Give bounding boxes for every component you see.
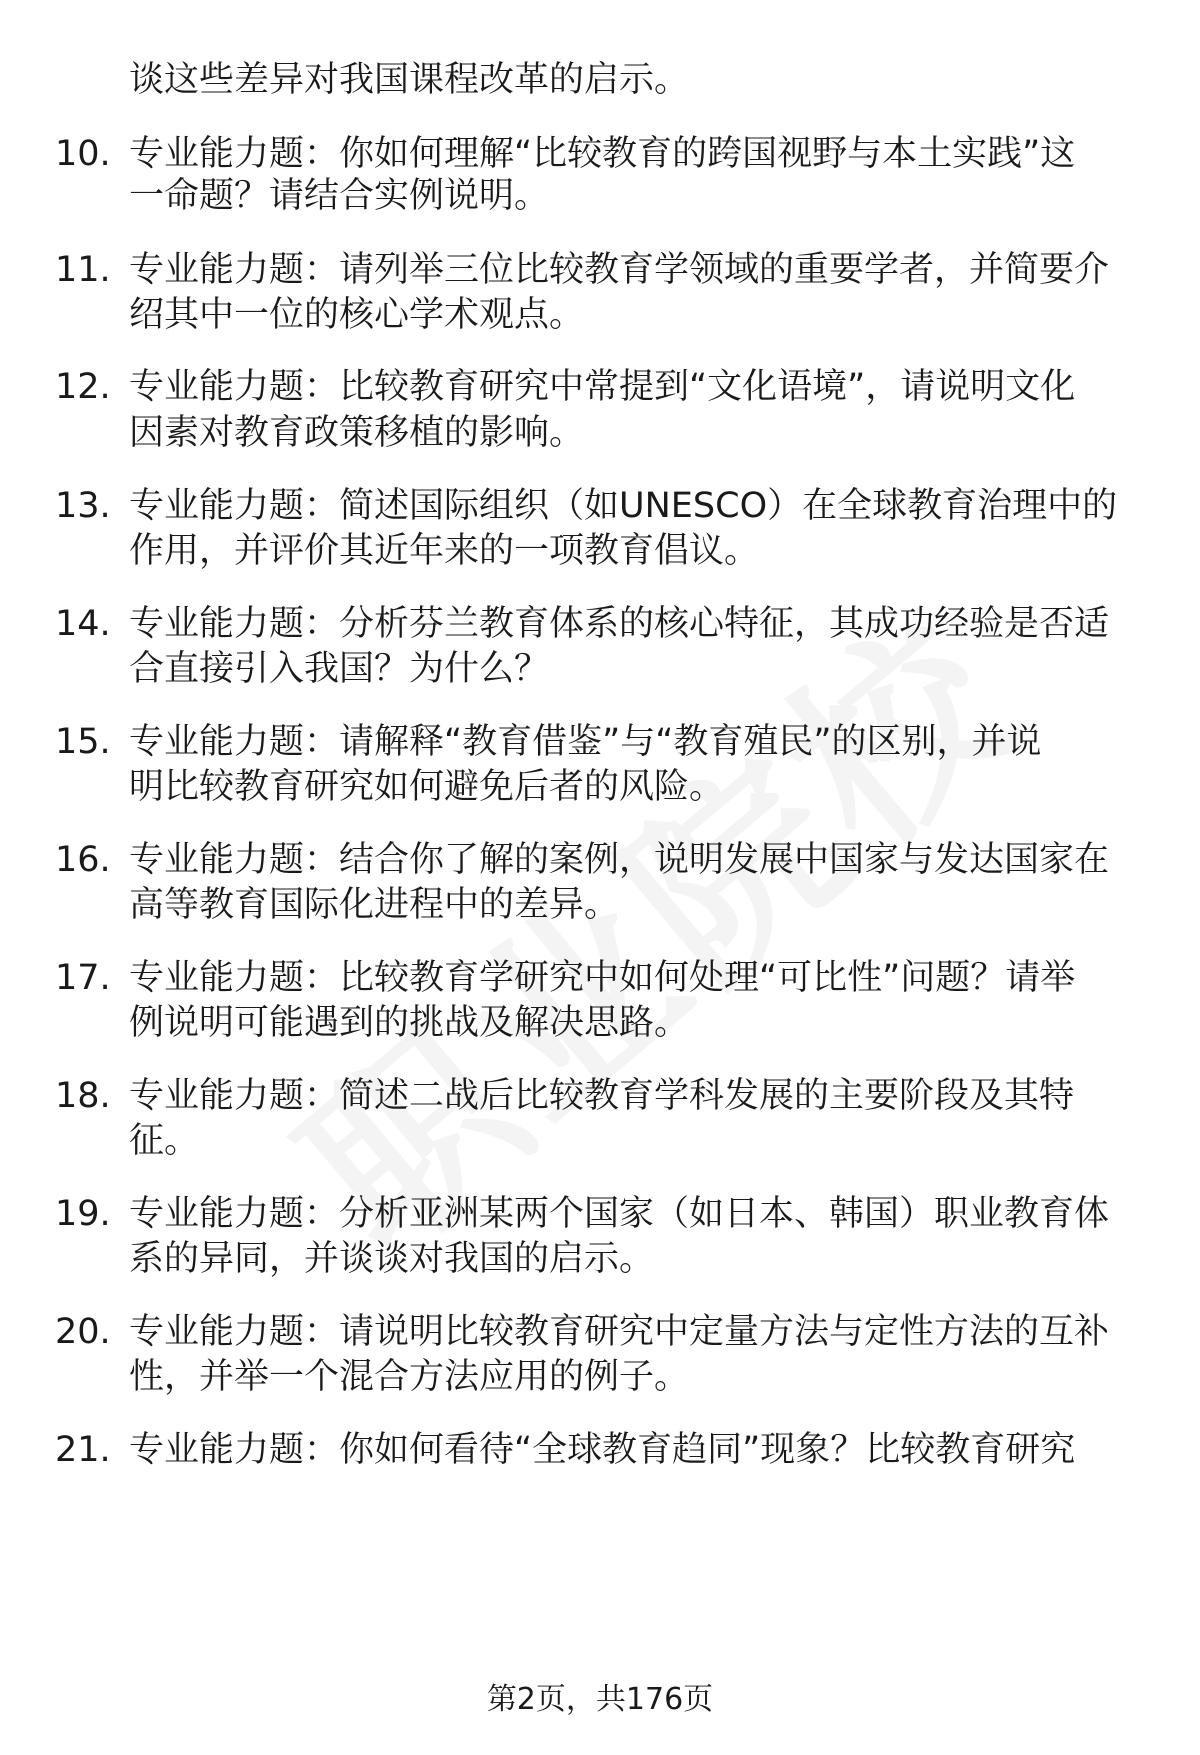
question-text-line1: 专业能力题：你如何看待“全球教育趋同”现象？比较教育研究: [129, 1430, 1076, 1470]
question-text-line2: 性，并举一个混合方法应用的例子。: [129, 1357, 690, 1397]
question-number: 18.: [55, 1076, 111, 1116]
question-text-line2: 例说明可能遇到的挑战及解决思路。: [129, 1003, 690, 1043]
question-number: 13.: [55, 486, 111, 526]
question-text-line1: 专业能力题：简述国际组织（如UNESCO）在全球教育治理中的: [129, 486, 1118, 526]
question-text-line1: 专业能力题：比较教育学研究中如何处理“可比性”问题？请举: [129, 958, 1076, 998]
question-text-line1: 专业能力题：简述二战后比较教育学科发展的主要阶段及其特: [129, 1076, 1075, 1116]
intro-line: 谈这些差异对我国课程改革的启示。: [129, 60, 690, 100]
question-text-line1: 专业能力题：请解释“教育借鉴”与“教育殖民”的区别，并说: [129, 722, 1042, 762]
question-text-line1: 专业能力题：分析亚洲某两个国家（如日本、韩国）职业教育体: [129, 1194, 1110, 1234]
question-text-line2: 作用，并评价其近年来的一项教育倡议。: [129, 531, 760, 571]
question-number: 17.: [55, 958, 111, 998]
question-text-line2: 高等教育国际化进程中的差异。: [129, 885, 620, 925]
question-number: 20.: [55, 1312, 111, 1352]
question-number: 19.: [55, 1194, 111, 1234]
question-text-line1: 专业能力题：分析芬兰教育体系的核心特征，其成功经验是否适: [129, 604, 1110, 644]
question-number: 12.: [55, 367, 111, 407]
question-text-line1: 专业能力题：请说明比较教育研究中定量方法与定性方法的互补: [129, 1312, 1110, 1352]
question-text-line1: 专业能力题：比较教育研究中常提到“文化语境”，请说明文化: [129, 367, 1076, 407]
question-text-line2: 系的异同，并谈谈对我国的启示。: [129, 1239, 655, 1279]
question-number: 16.: [55, 840, 111, 880]
question-text-line2: 明比较教育研究如何避免后者的风险。: [129, 767, 725, 807]
question-number: 21.: [55, 1430, 111, 1470]
question-text-line2: 合直接引入我国？为什么？: [129, 649, 550, 689]
question-number: 14.: [55, 604, 111, 644]
question-number: 10.: [55, 134, 111, 174]
page-footer: 第2页，共176页: [486, 1682, 714, 1717]
question-text-line2: 绍其中一位的核心学术观点。: [129, 295, 585, 335]
question-number: 11.: [55, 250, 111, 290]
question-text-line2: 因素对教育政策移植的影响。: [129, 413, 585, 453]
question-text-line1: 专业能力题：你如何理解“比较教育的跨国视野与本土实践”这: [129, 134, 1076, 174]
question-number: 15.: [55, 722, 111, 762]
question-text-line2: 征。: [129, 1121, 200, 1161]
question-text-line2: 一命题？请结合实例说明。: [129, 176, 550, 216]
question-text-line1: 专业能力题：请列举三位比较教育学领域的重要学者，并简要介: [129, 250, 1110, 290]
question-text-line1: 专业能力题：结合你了解的案例，说明发展中国家与发达国家在: [129, 840, 1110, 880]
